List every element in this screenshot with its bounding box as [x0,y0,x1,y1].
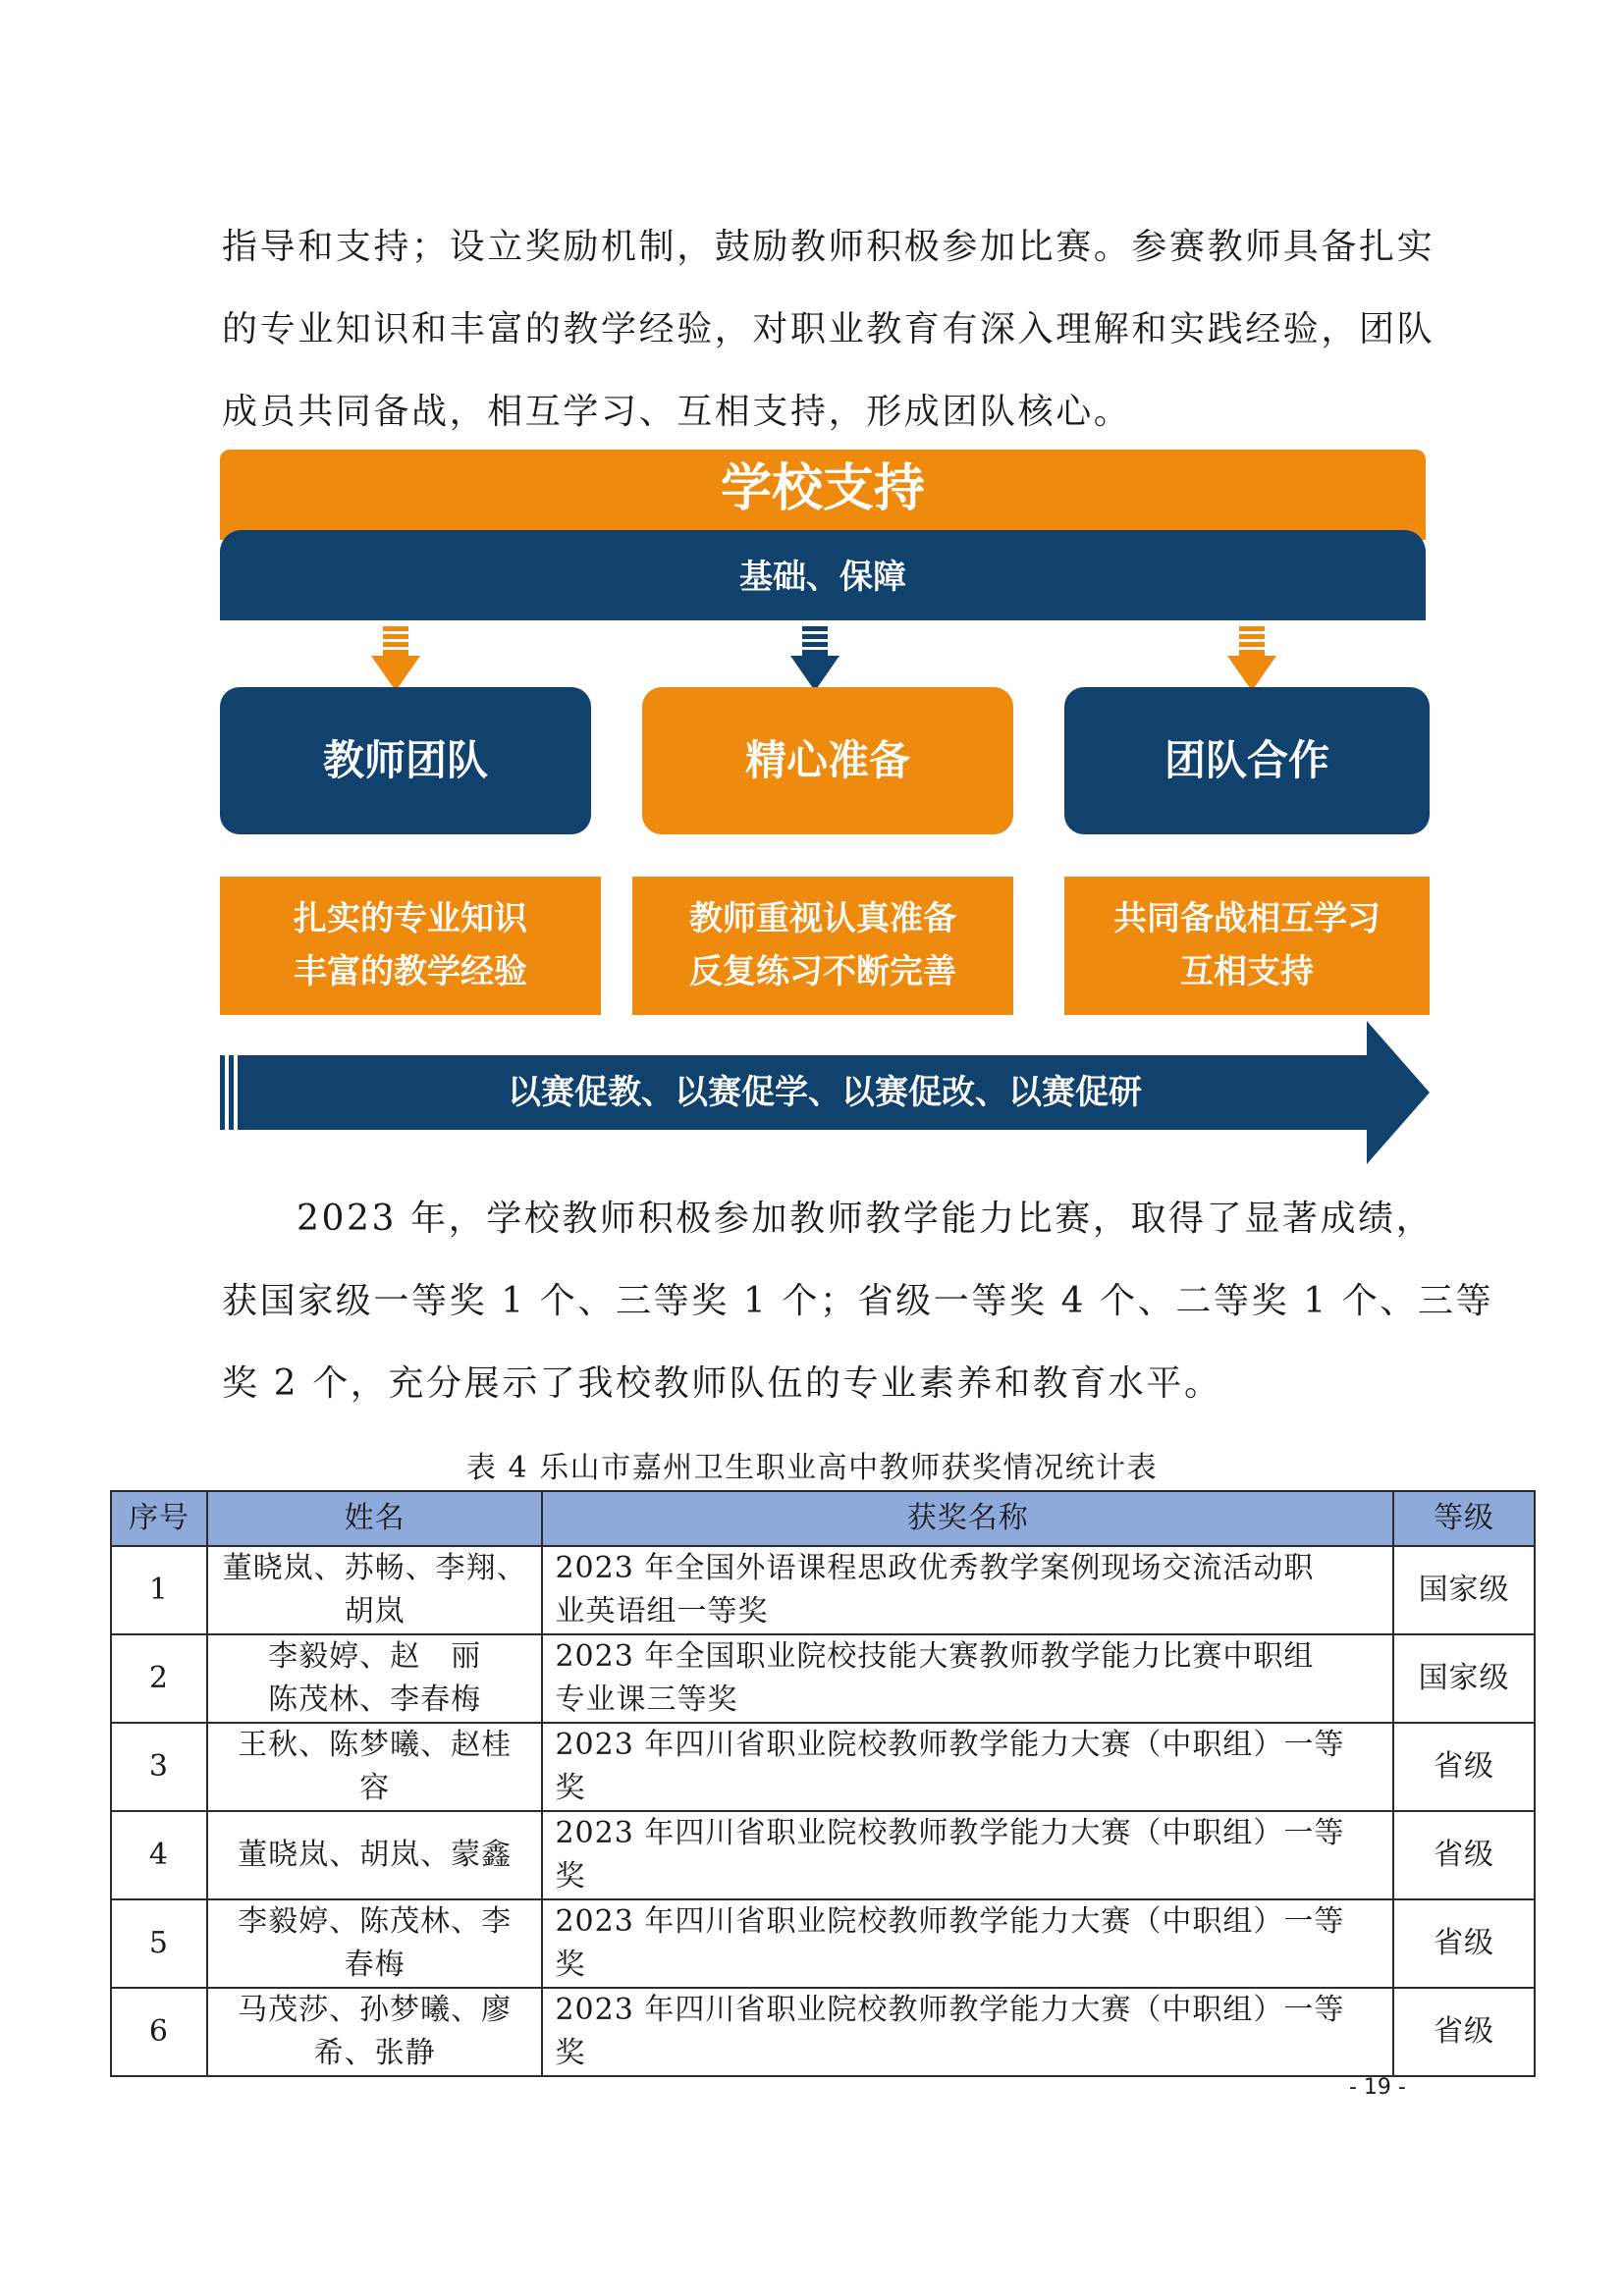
cell-level: 国家级 [1393,1546,1535,1634]
summary-line: 获国家级一等奖 1 个、三等奖 1 个；省级一等奖 4 个、二等奖 1 个、三等 [222,1281,1494,1321]
cell-level: 省级 [1393,1988,1535,2076]
name-line: 胡岚 [344,1594,406,1629]
award-line: 业英语组一等奖 [555,1594,769,1629]
cell-names [207,1899,543,1988]
award-line: 2023 年四川省职业院校教师教学能力大赛（中职组）一等 [555,1993,1345,2027]
header-level: 等级 [1393,1491,1535,1546]
cell-names [207,1723,543,1811]
name-line: 希、张静 [313,2036,436,2070]
name-line: 马茂莎、孙梦曦、廖 [238,1993,513,2027]
table-row [111,1899,1535,1988]
page-number: - 19 - [1349,2075,1406,2100]
detail-line: 反复练习不断完善 [689,952,956,991]
header-no: 序号 [111,1491,207,1546]
cell-award [542,1811,1393,1899]
down-arrow-icon [790,626,839,691]
intro-line: 的专业知识和丰富的教学经验，对职业教育有深入理解和实践经验，团队 [222,309,1435,349]
name-line: 王秋、陈梦曦、赵桂 [238,1728,513,1762]
cell-award [542,1723,1393,1811]
cell-award [542,1899,1393,1988]
cell-names [207,1988,543,2076]
diagram-base-label: 基础、保障 [220,530,1426,620]
name-line: 李毅婷、陈茂林、李 [238,1904,513,1939]
name-line: 容 [359,1771,391,1805]
table-row [111,1723,1535,1811]
award-line: 2023 年全国职业院校技能大赛教师教学能力比赛中职组 [555,1639,1315,1674]
box-team-cooperation: 团队合作 [1064,687,1430,834]
name-line: 陈茂林、李春梅 [268,1682,482,1717]
detail-line: 共同备战相互学习 [1113,899,1380,938]
table-row [111,1634,1535,1723]
cell-names [207,1811,543,1899]
table-row [111,1546,1535,1634]
cell-level: 国家级 [1393,1634,1535,1723]
cell-no: 4 [111,1811,207,1899]
summary-paragraph [222,1178,1494,1425]
header-award: 获奖名称 [542,1491,1393,1546]
box-teacher-team: 教师团队 [220,687,591,834]
award-line: 专业课三等奖 [555,1682,738,1717]
name-line: 董晓岚、胡岚、蒙鑫 [238,1838,513,1872]
award-line: 奖 [555,1859,586,1894]
intro-paragraph [222,206,1435,454]
bottom-arrow-label: 以赛促教、以赛促学、以赛促改、以赛促研 [508,1073,1142,1112]
table-row [111,1811,1535,1899]
cell-no: 6 [111,1988,207,2076]
header-name: 姓名 [207,1491,543,1546]
award-line: 2023 年四川省职业院校教师教学能力大赛（中职组）一等 [555,1904,1345,1939]
award-line: 2023 年四川省职业院校教师教学能力大赛（中职组）一等 [555,1816,1345,1850]
diagram-top-title: 学校支持 [220,450,1426,540]
summary-line: 奖 2 个，充分展示了我校教师队伍的专业素养和教育水平。 [222,1363,1222,1404]
award-line: 奖 [555,1771,586,1805]
detail-team-cooperation [1064,877,1430,1015]
name-line: 春梅 [344,1948,406,1982]
box-careful-preparation: 精心准备 [642,687,1013,834]
cell-level: 省级 [1393,1811,1535,1899]
detail-line: 扎实的专业知识 [294,899,527,938]
cell-no: 2 [111,1634,207,1723]
intro-line: 指导和支持；设立奖励机制，鼓励教师积极参加比赛。参赛教师具备扎实 [222,227,1435,267]
detail-teacher-team [220,877,601,1015]
award-line: 奖 [555,2036,586,2070]
table-caption: 表 4 乐山市嘉州卫生职业高中教师获奖情况统计表 [465,1451,1159,1485]
award-line: 奖 [555,1948,586,1982]
cell-level: 省级 [1393,1723,1535,1811]
award-line: 2023 年四川省职业院校教师教学能力大赛（中职组）一等 [555,1728,1345,1762]
cell-award [542,1988,1393,2076]
summary-line: 2023 年，学校教师积极参加教师教学能力比赛，取得了显著成绩， [297,1199,1435,1239]
cell-names [207,1634,543,1723]
cell-award [542,1546,1393,1634]
cell-no: 5 [111,1899,207,1988]
table-header-row [111,1491,1535,1546]
detail-line: 丰富的教学经验 [294,952,527,991]
intro-line: 成员共同备战，相互学习、互相支持，形成团队核心。 [222,392,1132,432]
cell-award [542,1634,1393,1723]
table-row [111,1988,1535,2076]
cell-no: 1 [111,1546,207,1634]
name-line: 李毅婷、赵 丽 [268,1639,482,1674]
detail-line: 互相支持 [1180,952,1314,991]
awards-table [110,1490,1536,2077]
cell-names [207,1546,543,1634]
cell-level: 省级 [1393,1899,1535,1988]
down-arrow-icon [371,626,420,691]
detail-careful-preparation [632,877,1013,1015]
award-line: 2023 年全国外语课程思政优秀教学案例现场交流活动职 [555,1551,1315,1585]
detail-line: 教师重视认真准备 [689,899,956,938]
name-line: 董晓岚、苏畅、李翔、 [222,1551,527,1585]
cell-no: 3 [111,1723,207,1811]
down-arrow-icon [1227,626,1276,691]
